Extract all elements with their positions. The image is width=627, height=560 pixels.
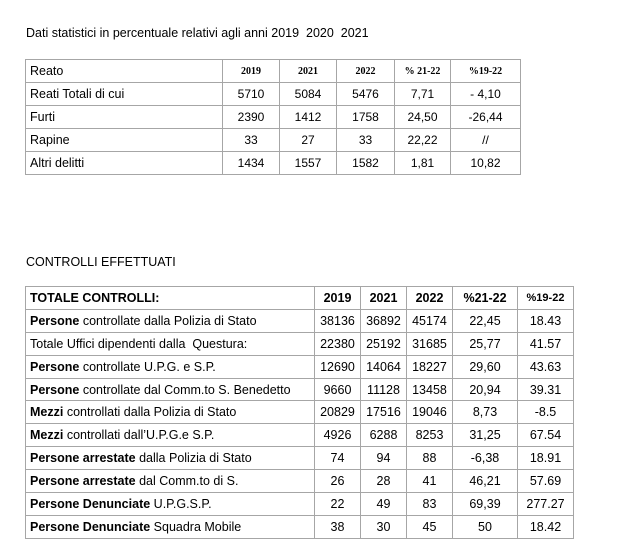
table-cell: 9660 xyxy=(315,378,361,401)
table-cell: 29,60 xyxy=(453,355,518,378)
table-cell: -6,38 xyxy=(453,447,518,470)
row-label xyxy=(26,332,315,355)
table-cell: 57.69 xyxy=(518,470,574,493)
table-cell: 1582 xyxy=(337,152,395,175)
row-label xyxy=(26,470,315,493)
table-cell: 8253 xyxy=(407,424,453,447)
row-label-bold: Persone arrestate xyxy=(30,474,136,489)
table-cell: 6288 xyxy=(361,424,407,447)
table-row xyxy=(26,129,521,152)
table-cell: 39.31 xyxy=(518,378,574,401)
row-label-bold: Persone Denunciate xyxy=(30,496,151,511)
table-cell: -8.5 xyxy=(518,401,574,424)
table-cell: // xyxy=(451,129,521,152)
table-cell: 24,50 xyxy=(395,106,451,129)
table-cell: 19046 xyxy=(407,401,453,424)
row-label xyxy=(26,309,315,332)
table-cell: 1412 xyxy=(280,106,337,129)
row-label-bold: Persone arrestate xyxy=(30,451,136,466)
table-cell: 25192 xyxy=(361,332,407,355)
table-cell: 20,94 xyxy=(453,378,518,401)
table-cell: 22,45 xyxy=(453,309,518,332)
table-cell: 18227 xyxy=(407,355,453,378)
row-label: Furti xyxy=(26,106,223,129)
col-header-totale-controlli: TOTALE CONTROLLI: xyxy=(26,287,315,310)
table-cell: 5710 xyxy=(223,83,280,106)
row-label-text: controllate U.P.G. e S.P. xyxy=(79,359,216,374)
row-label xyxy=(26,515,315,538)
table-cell: 38 xyxy=(315,515,361,538)
row-label-text: U.P.G.S.P. xyxy=(150,496,212,511)
table-cell: 1,81 xyxy=(395,152,451,175)
table-cell: 277.27 xyxy=(518,493,574,516)
row-label-text: controllati dalla Polizia di Stato xyxy=(63,405,237,420)
table-header-row xyxy=(26,60,521,83)
row-label-bold: Mezzi xyxy=(30,428,64,443)
table-cell: 13458 xyxy=(407,378,453,401)
table-row xyxy=(26,424,574,447)
col-header-pct-21-22: % 21-22 xyxy=(395,60,451,83)
table-cell: 30 xyxy=(361,515,407,538)
table-cell: 46,21 xyxy=(453,470,518,493)
row-label xyxy=(26,447,315,470)
table-cell: 14064 xyxy=(361,355,407,378)
row-label xyxy=(26,355,315,378)
table-cell: 41.57 xyxy=(518,332,574,355)
col-header-reato: Reato xyxy=(26,60,223,83)
row-label: Rapine xyxy=(26,129,223,152)
table-cell: 45 xyxy=(407,515,453,538)
table-cell: 41 xyxy=(407,470,453,493)
table-cell: 36892 xyxy=(361,309,407,332)
controls-title: CONTROLLI EFFETTUATI xyxy=(26,255,176,269)
row-label-text: dal Comm.to di S. xyxy=(135,474,239,489)
crime-stats-table xyxy=(25,59,521,175)
table-cell: 20829 xyxy=(315,401,361,424)
row-label-text: Totale Uffici dipendenti dalla Questura: xyxy=(30,336,248,351)
row-label-text: controllati dall’U.P.G.e S.P. xyxy=(63,428,215,443)
table-cell: 33 xyxy=(337,129,395,152)
table-cell: 31,25 xyxy=(453,424,518,447)
table-cell: 74 xyxy=(315,447,361,470)
table-row xyxy=(26,493,574,516)
table-cell: 1758 xyxy=(337,106,395,129)
table-cell: 67.54 xyxy=(518,424,574,447)
table-cell: 7,71 xyxy=(395,83,451,106)
table-cell: 4926 xyxy=(315,424,361,447)
table-row xyxy=(26,447,574,470)
table-cell: 25,77 xyxy=(453,332,518,355)
col-header-2019: 2019 xyxy=(223,60,280,83)
table-cell: 17516 xyxy=(361,401,407,424)
table-cell: 10,82 xyxy=(451,152,521,175)
table-cell: 69,39 xyxy=(453,493,518,516)
table-cell: 18.91 xyxy=(518,447,574,470)
row-label-text: dalla Polizia di Stato xyxy=(135,451,252,466)
row-label-bold: Persone xyxy=(30,359,80,374)
row-label-text: controllate dal Comm.to S. Benedetto xyxy=(79,382,291,397)
col-header-pct-19-22: %19-22 xyxy=(518,287,574,310)
row-label-bold: Mezzi xyxy=(30,405,64,420)
row-label: Altri delitti xyxy=(26,152,223,175)
row-label-bold: Persone xyxy=(30,313,80,328)
row-label xyxy=(26,424,315,447)
table-cell: 50 xyxy=(453,515,518,538)
table-cell: -26,44 xyxy=(451,106,521,129)
table-cell: 28 xyxy=(361,470,407,493)
table-cell: 43.63 xyxy=(518,355,574,378)
col-header-pct-19-22: %19-22 xyxy=(451,60,521,83)
table-cell: 49 xyxy=(361,493,407,516)
table-cell: 1434 xyxy=(223,152,280,175)
table-cell: 1557 xyxy=(280,152,337,175)
table-row xyxy=(26,355,574,378)
col-header-2019: 2019 xyxy=(315,287,361,310)
table-cell: 27 xyxy=(280,129,337,152)
col-header-2021: 2021 xyxy=(280,60,337,83)
col-header-pct-21-22: %21-22 xyxy=(453,287,518,310)
table-row xyxy=(26,470,574,493)
row-label xyxy=(26,401,315,424)
table-cell: 33 xyxy=(223,129,280,152)
table-cell: 18.43 xyxy=(518,309,574,332)
table-cell: 12690 xyxy=(315,355,361,378)
table-row xyxy=(26,515,574,538)
table-cell: 8,73 xyxy=(453,401,518,424)
table-row xyxy=(26,309,574,332)
table-cell: 22,22 xyxy=(395,129,451,152)
col-header-2022: 2022 xyxy=(407,287,453,310)
table-row xyxy=(26,106,521,129)
table-cell: 18.42 xyxy=(518,515,574,538)
table-cell: 94 xyxy=(361,447,407,470)
stats-title: Dati statistici in percentuale relativi agli anni 2019 2020 2021 xyxy=(26,26,369,40)
table-cell: 31685 xyxy=(407,332,453,355)
table-cell: 11128 xyxy=(361,378,407,401)
table-cell: 26 xyxy=(315,470,361,493)
table-row xyxy=(26,401,574,424)
table-cell: - 4,10 xyxy=(451,83,521,106)
row-label xyxy=(26,378,315,401)
table-cell: 88 xyxy=(407,447,453,470)
table-cell: 5084 xyxy=(280,83,337,106)
table-row xyxy=(26,332,574,355)
row-label: Reati Totali di cui xyxy=(26,83,223,106)
table-cell: 2390 xyxy=(223,106,280,129)
row-label-text: controllate dalla Polizia di Stato xyxy=(79,313,257,328)
row-label-bold: Persone Denunciate xyxy=(30,519,151,534)
table-cell: 38136 xyxy=(315,309,361,332)
table-cell: 45174 xyxy=(407,309,453,332)
table-row xyxy=(26,83,521,106)
table-cell: 5476 xyxy=(337,83,395,106)
col-header-2021: 2021 xyxy=(361,287,407,310)
table-cell: 22380 xyxy=(315,332,361,355)
row-label xyxy=(26,493,315,516)
row-label-bold: Persone xyxy=(30,382,80,397)
table-row xyxy=(26,152,521,175)
col-header-2022: 2022 xyxy=(337,60,395,83)
controls-table xyxy=(25,286,574,539)
table-row xyxy=(26,378,574,401)
table-header-row xyxy=(26,287,574,310)
table-cell: 83 xyxy=(407,493,453,516)
row-label-text: Squadra Mobile xyxy=(150,519,242,534)
table-cell: 22 xyxy=(315,493,361,516)
